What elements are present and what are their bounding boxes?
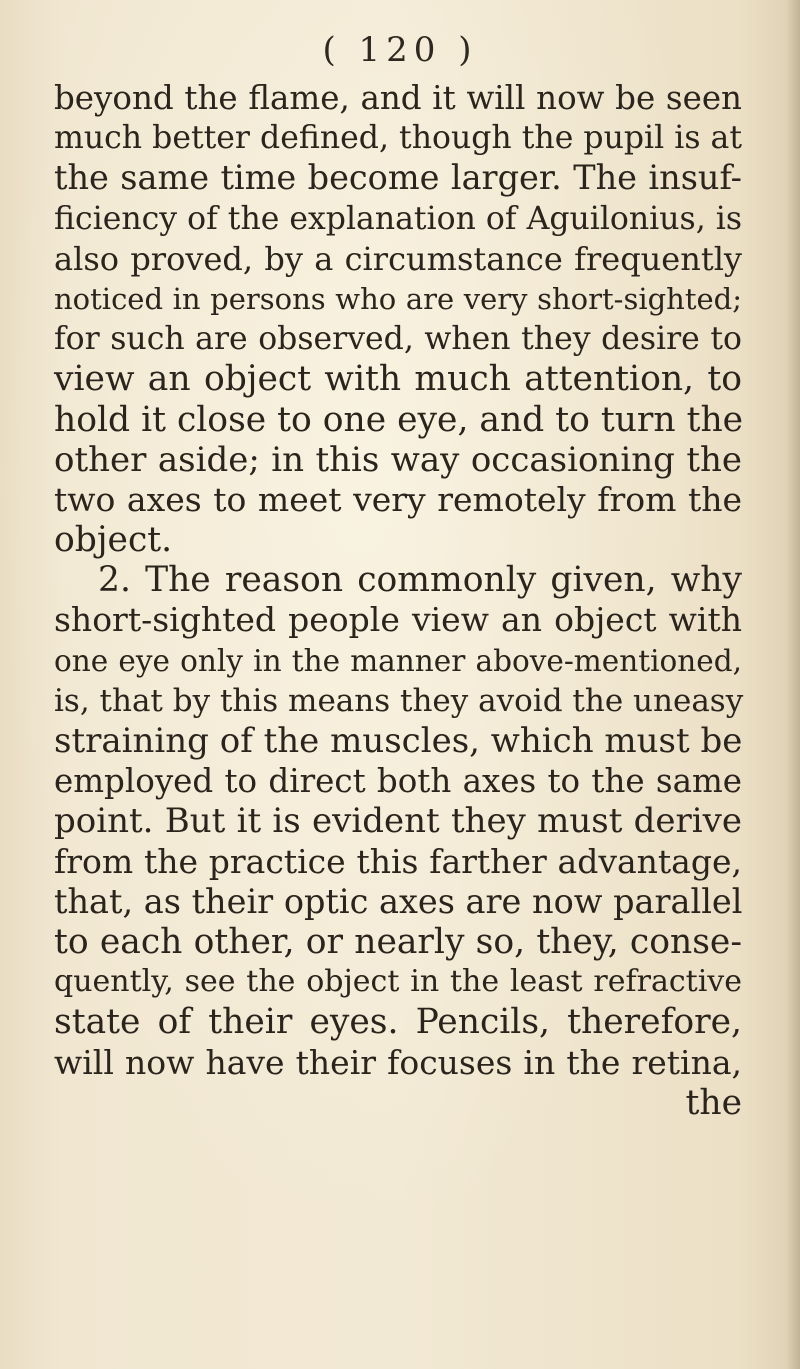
text-line: point. But it is evident they must derive	[54, 801, 742, 842]
text-line: one eye only in the manner above-mentioned,	[54, 643, 742, 678]
page-edge-shadow	[786, 0, 800, 1369]
text-line: short-sighted people view an object with	[54, 600, 742, 640]
text-line: that, as their optic axes are now parallel	[54, 881, 743, 921]
text-line: hold it close to one eye, and to turn the	[54, 399, 744, 440]
text-line: quently, see the object in the least refractive	[54, 964, 742, 1000]
text-line: noticed in persons who are very short-sighted;	[54, 281, 742, 316]
text-line: 2. The reason commonly given, why	[98, 560, 742, 601]
text-line: will now have their focuses in the retina,	[54, 1042, 742, 1082]
text-line: employed to direct both axes to the same	[54, 762, 742, 801]
text-line: state of their eyes. Pencils, therefore,	[54, 1002, 742, 1043]
text-line: also proved, by a circumstance frequently	[54, 239, 742, 278]
text-line: for such are observed, when they desire to	[54, 321, 742, 358]
catchword: the	[685, 1082, 742, 1123]
text-line: beyond the flame, and it will now be seen	[54, 79, 742, 117]
text-line: object.	[54, 520, 173, 561]
text-line: to each other, or nearly so, they, conse-	[54, 921, 742, 962]
text-line: the same time become larger. The insuf-	[54, 158, 742, 198]
text-line: much better defined, though the pupil is at	[54, 120, 742, 157]
text-line: is, that by this means they avoid the uneasy	[54, 682, 744, 719]
text-line: view an object with much attention, to	[54, 359, 742, 400]
body-text	[54, 78, 742, 1123]
text-line: straining of the muscles, which must be	[54, 721, 743, 761]
text-line: other aside; in this way occasioning the	[54, 439, 742, 480]
text-line: two axes to meet very remotely from the	[54, 479, 742, 519]
text-line: from the practice this farther advantage,	[54, 841, 742, 881]
text-line: ficiency of the explanation of Aguilonius, is	[54, 200, 742, 237]
page-number-header: ( 120 )	[322, 30, 478, 70]
